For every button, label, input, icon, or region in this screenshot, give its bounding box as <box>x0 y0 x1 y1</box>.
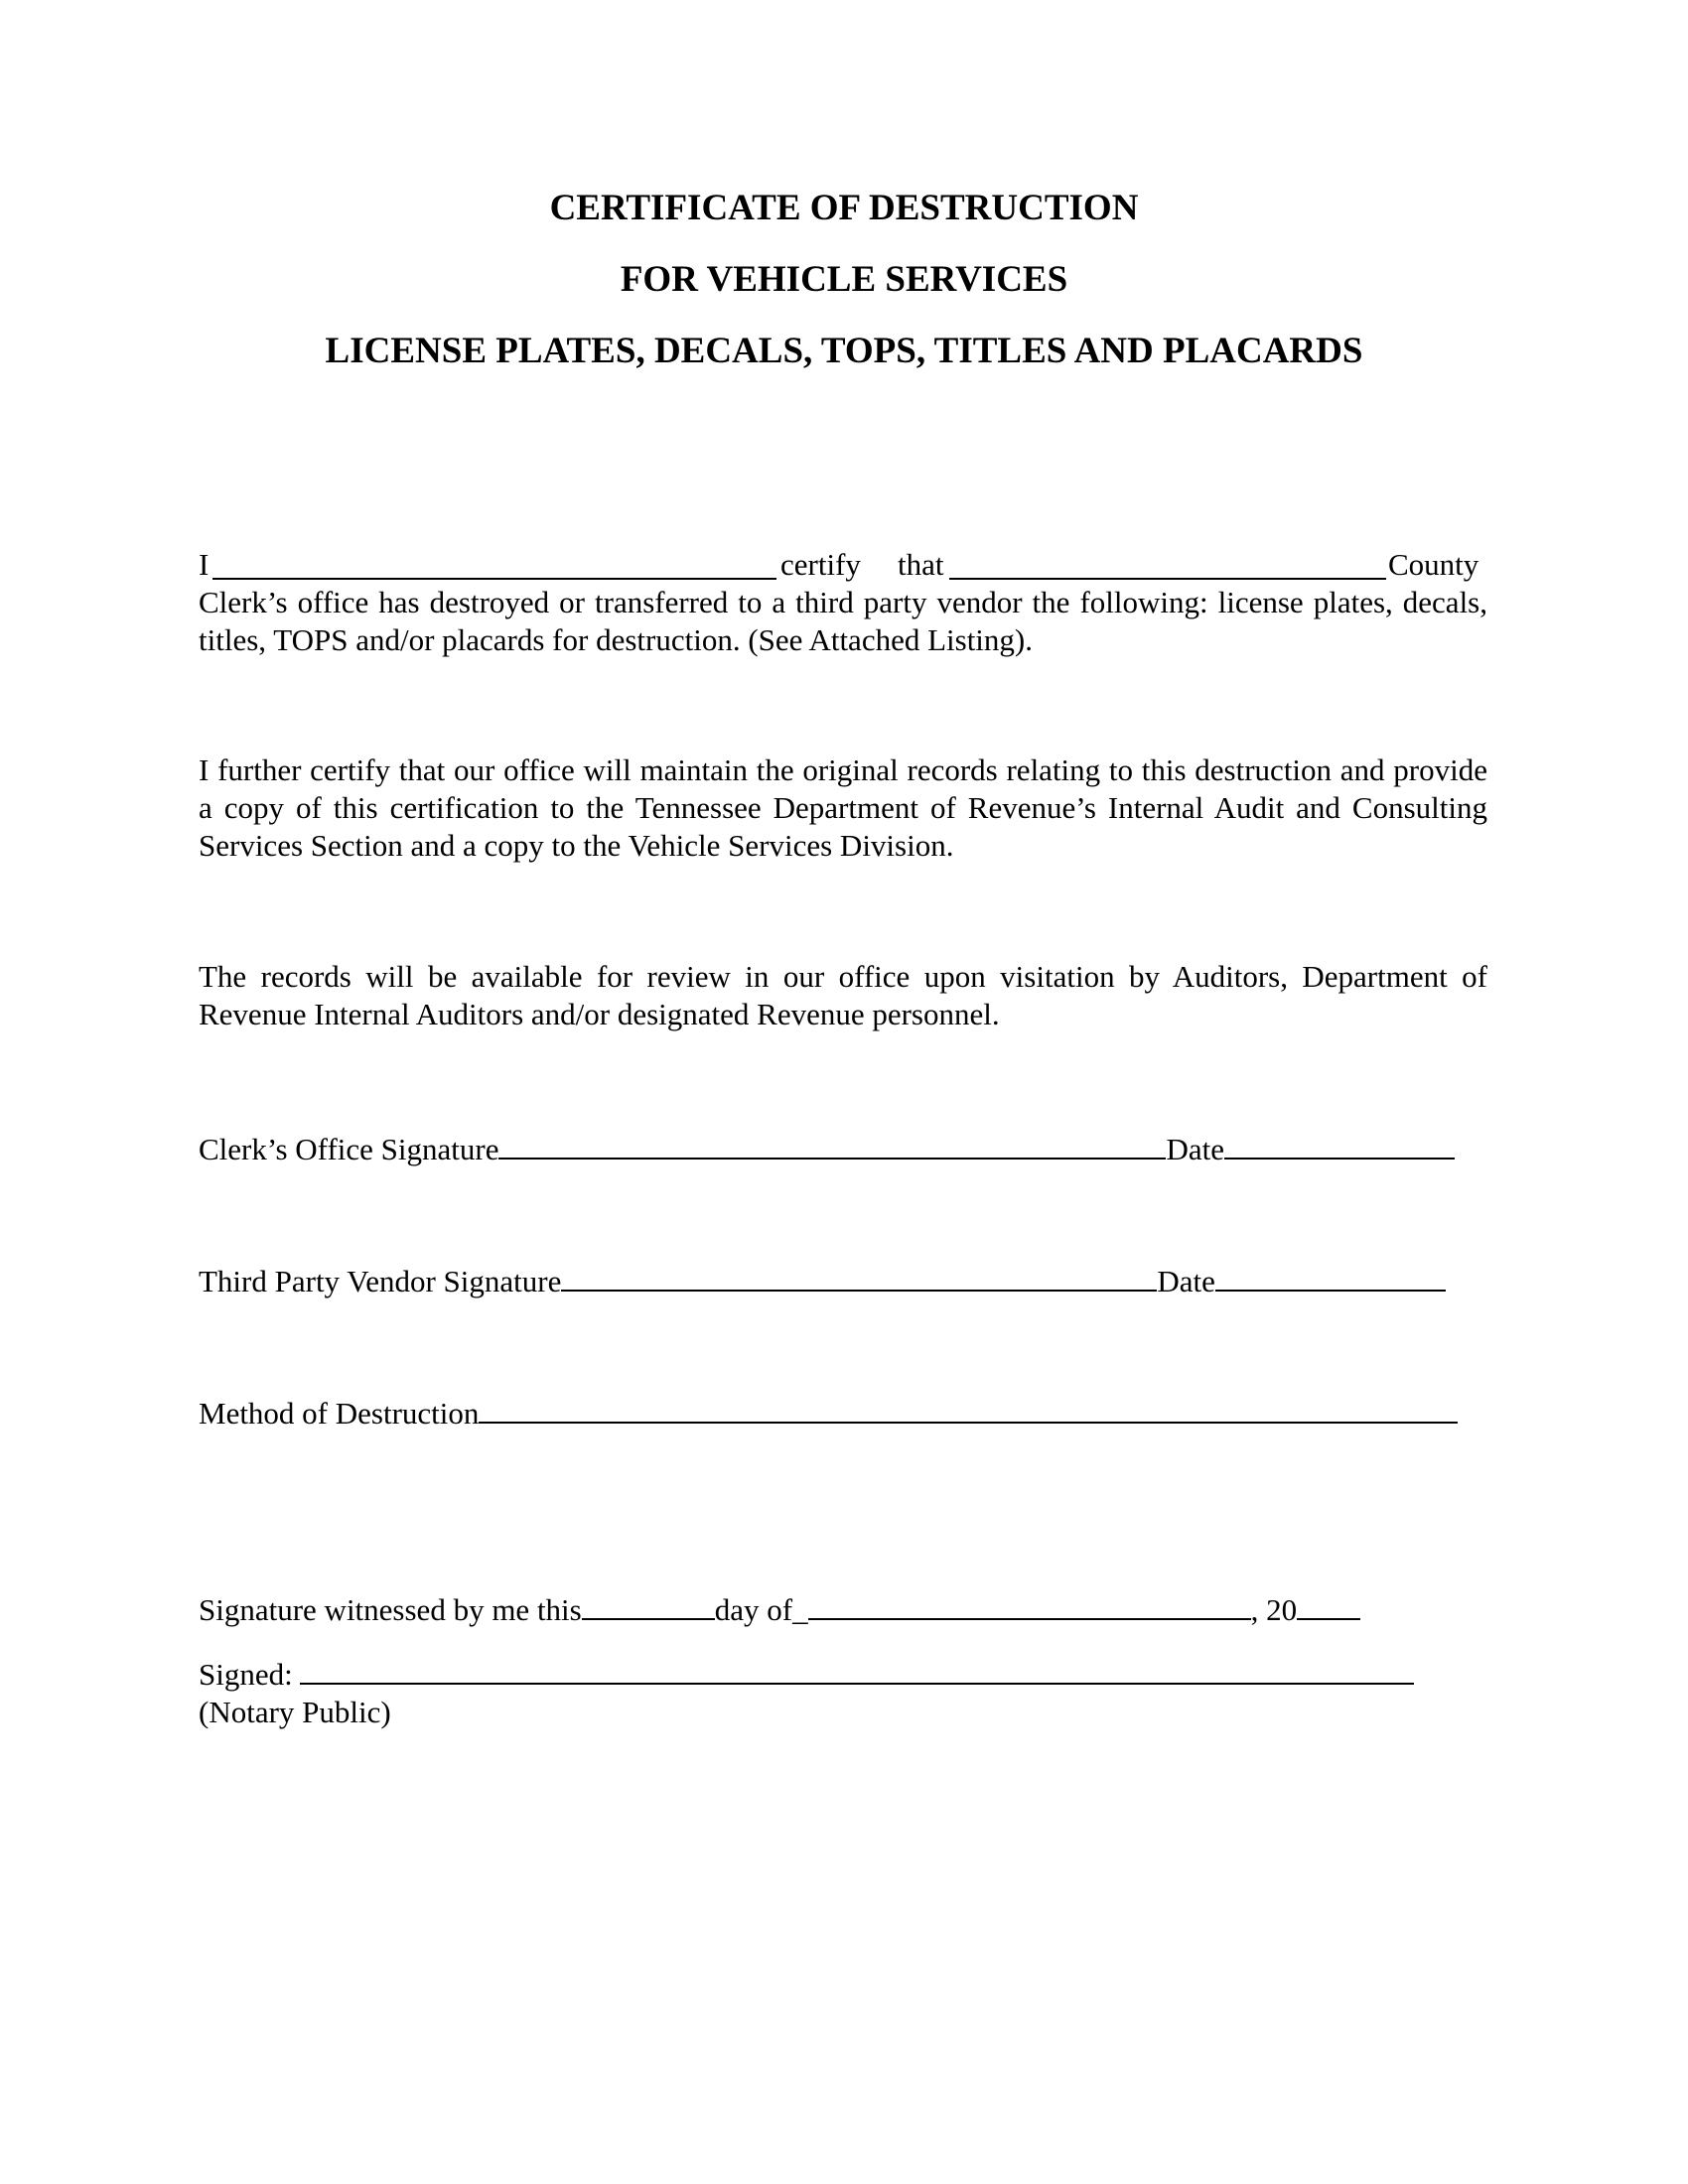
notary-signature-field[interactable] <box>300 1657 1414 1685</box>
word-that: that <box>898 547 944 582</box>
document-title: CERTIFICATE OF DESTRUCTION <box>549 188 1139 228</box>
signed-label: Signed: <box>199 1657 293 1692</box>
word-certify: certify <box>780 547 861 582</box>
clerk-signature-row <box>199 1131 1455 1168</box>
vendor-signature-label: Third Party Vendor Signature <box>199 1264 562 1298</box>
clerk-signature-label: Clerk’s Office Signature <box>199 1132 499 1166</box>
word-i: I <box>199 547 210 582</box>
notary-public-row <box>199 1694 391 1731</box>
document-subtitle: FOR VEHICLE SERVICES <box>620 259 1068 300</box>
clerk-date-label: Date <box>1166 1132 1224 1166</box>
method-label: Method of Destruction <box>199 1396 480 1431</box>
witness-month-field[interactable] <box>808 1592 1251 1620</box>
county-name-field[interactable] <box>949 554 1386 580</box>
clerk-date-field[interactable] <box>1224 1132 1455 1160</box>
certification-paragraph-3: The records will be available for review in our office upon visitation by Auditors, Department of Revenue Internal Auditors and/or designated Revenue personnel. <box>199 959 1487 1031</box>
vendor-signature-row <box>199 1263 1446 1300</box>
witness-year-field[interactable] <box>1297 1592 1360 1620</box>
certification-paragraph-1: Clerk’s office has destroyed or transferred to a third party vendor the following: license plates, decals, titles, TOPS and/or placards for destruction. (See Attached Listing). <box>199 585 1487 657</box>
witness-day-field[interactable] <box>582 1592 715 1620</box>
vendor-date-label: Date <box>1157 1264 1215 1298</box>
certifier-name-field[interactable] <box>212 554 776 580</box>
method-row <box>199 1395 1458 1433</box>
witness-label: Signature witnessed by me this <box>199 1592 582 1627</box>
vendor-signature-field[interactable] <box>561 1264 1157 1292</box>
day-of-underscore: _ <box>792 1592 808 1627</box>
witness-row <box>199 1591 1360 1629</box>
document-subtitle-items: LICENSE PLATES, DECALS, TOPS, TITLES AND PLACARDS <box>325 331 1363 371</box>
year-prefix-label: , 20 <box>1250 1592 1298 1627</box>
signed-row <box>199 1656 1414 1694</box>
day-of-label: day of <box>714 1592 793 1627</box>
vendor-date-field[interactable] <box>1215 1264 1446 1292</box>
clerk-signature-field[interactable] <box>498 1132 1166 1160</box>
notary-public-label: (Notary Public) <box>199 1695 391 1729</box>
certification-first-line <box>199 546 1487 584</box>
certification-paragraph-2: I further certify that our office will maintain the original records relating to this destruction and provide a copy of this certification to the Tennessee Department of Revenue’s Internal Audit and Consulting Services Section and a copy to the Vehicle Services Division. <box>199 752 1487 863</box>
word-county: County <box>1388 547 1479 582</box>
method-field[interactable] <box>479 1396 1458 1424</box>
